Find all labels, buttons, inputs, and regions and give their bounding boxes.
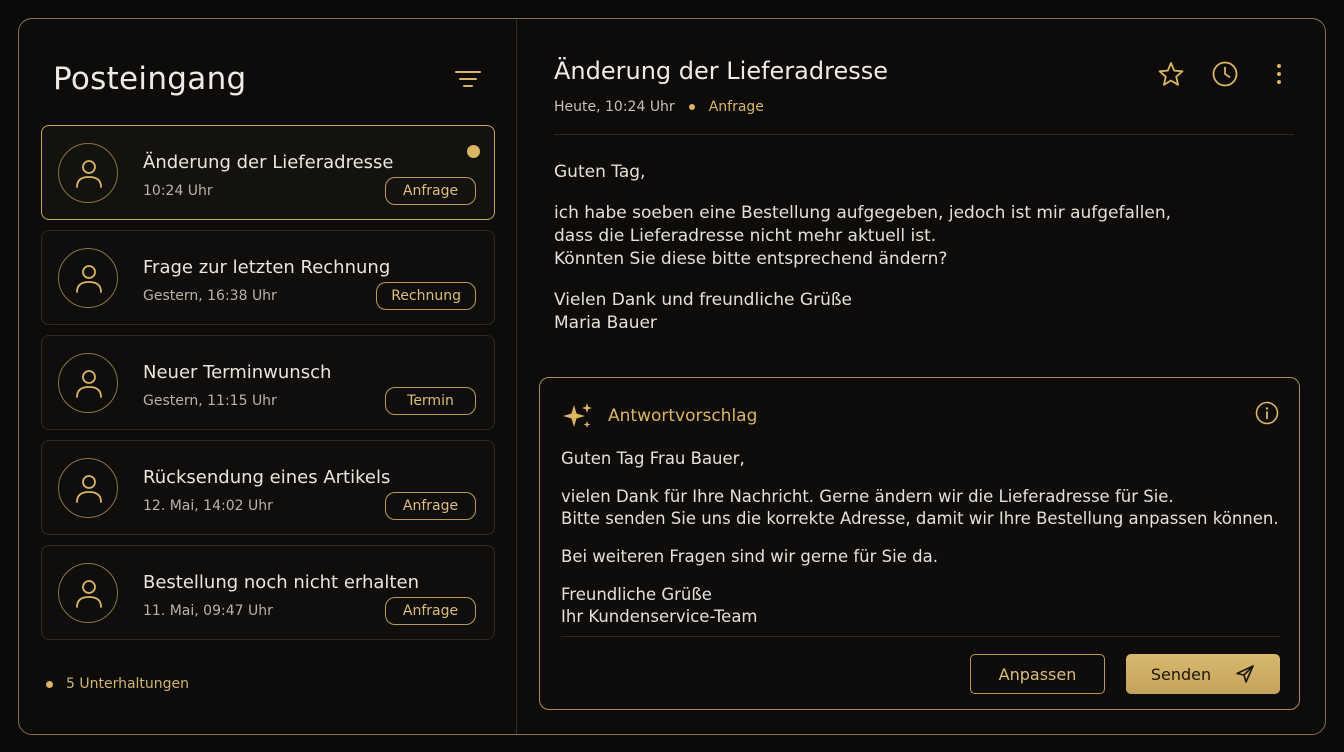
message-body — [554, 161, 1294, 353]
send-icon — [1235, 664, 1255, 684]
star-icon[interactable] — [1157, 60, 1185, 88]
conversation-tag: Termin — [385, 387, 476, 415]
conversation-item[interactable] — [41, 440, 495, 535]
header-divider — [554, 134, 1294, 135]
conversation-count — [46, 676, 189, 692]
meta-dot — [689, 104, 695, 110]
user-icon — [74, 158, 104, 190]
suggestion-line: Bitte senden Sie uns die korrekte Adresse, damit wir Ihre Bestellung anpassen können. — [561, 509, 1279, 528]
conversation-tag: Anfrage — [385, 177, 476, 205]
message-paragraph — [554, 202, 1294, 271]
conversation-title: Änderung der Lieferadresse — [143, 152, 394, 173]
message-actions — [1157, 60, 1293, 88]
suggestion-greeting: Guten Tag Frau Bauer, — [561, 449, 745, 468]
message-signature: Maria Bauer — [554, 313, 657, 333]
suggestion-label: Antwortvorschlag — [608, 406, 758, 426]
conversation-title: Neuer Terminwunsch — [143, 362, 332, 383]
message-greeting: Guten Tag, — [554, 162, 646, 182]
conversation-time: 11. Mai, 09:47 Uhr — [143, 603, 273, 619]
filter-icon[interactable] — [453, 65, 483, 93]
suggestion-followup: Bei weiteren Fragen sind wir gerne für Sie da. — [561, 547, 938, 566]
conversation-item[interactable] — [41, 230, 495, 325]
conversation-title: Frage zur letzten Rechnung — [143, 257, 391, 278]
user-icon — [74, 473, 104, 505]
suggestion-signoff — [561, 584, 1281, 628]
message-signoff — [554, 289, 1294, 335]
message-closing: Vielen Dank und freundliche Grüße — [554, 290, 853, 310]
avatar — [58, 458, 118, 518]
app-window — [18, 18, 1326, 735]
sparkle-icon — [560, 401, 594, 431]
adjust-button[interactable] — [970, 654, 1105, 694]
avatar — [58, 563, 118, 623]
suggestion-closing: Freundliche Grüße — [561, 585, 712, 604]
message-subject: Änderung der Lieferadresse — [554, 57, 888, 85]
count-dot — [46, 681, 53, 688]
message-tag: Anfrage — [708, 99, 764, 115]
message-time: Heute, 10:24 Uhr — [554, 99, 675, 115]
suggestion-header — [560, 401, 757, 431]
avatar — [58, 248, 118, 308]
message-meta — [554, 99, 764, 115]
conversation-tag: Anfrage — [385, 597, 476, 625]
suggestion-body[interactable] — [561, 448, 1281, 644]
conversation-title: Bestellung noch nicht erhalten — [143, 572, 419, 593]
send-button-label: Senden — [1150, 664, 1212, 684]
avatar — [58, 353, 118, 413]
suggestion-divider — [561, 636, 1280, 637]
conversation-time: Gestern, 16:38 Uhr — [143, 288, 277, 304]
conversation-item[interactable] — [41, 335, 495, 430]
conversation-time: 12. Mai, 14:02 Uhr — [143, 498, 273, 514]
adjust-button-label: Anpassen — [998, 664, 1077, 684]
suggestion-line: vielen Dank für Ihre Nachricht. Gerne ändern wir die Lieferadresse für Sie. — [561, 487, 1174, 506]
conversation-tag: Rechnung — [376, 282, 476, 310]
conversation-time: 10:24 Uhr — [143, 183, 213, 199]
inbox-title: Posteingang — [53, 61, 247, 97]
message-line: ich habe soeben eine Bestellung aufgegeben, jedoch ist mir aufgefallen, — [554, 203, 1171, 223]
more-vertical-icon[interactable] — [1265, 60, 1293, 88]
message-line: dass die Lieferadresse nicht mehr aktuell ist. — [554, 226, 937, 246]
panel-divider — [516, 19, 517, 734]
conversation-count-label: 5 Unterhaltungen — [66, 676, 190, 692]
message-line: Könnten Sie diese bitte entsprechend ändern? — [554, 249, 948, 269]
suggestion-paragraph — [561, 486, 1281, 530]
user-icon — [74, 368, 104, 400]
conversation-title: Rücksendung eines Artikels — [143, 467, 391, 488]
send-button[interactable] — [1126, 654, 1280, 694]
user-icon — [74, 263, 104, 295]
conversation-time: Gestern, 11:15 Uhr — [143, 393, 277, 409]
conversation-list — [41, 125, 495, 650]
conversation-item[interactable] — [41, 125, 495, 220]
user-icon — [74, 578, 104, 610]
avatar — [58, 143, 118, 203]
suggestion-signature: Ihr Kundenservice-Team — [561, 607, 758, 626]
conversation-item[interactable] — [41, 545, 495, 640]
unread-indicator — [467, 145, 480, 158]
info-icon[interactable] — [1255, 401, 1279, 425]
reply-suggestion-card — [539, 377, 1300, 710]
clock-icon[interactable] — [1211, 60, 1239, 88]
conversation-tag: Anfrage — [385, 492, 476, 520]
